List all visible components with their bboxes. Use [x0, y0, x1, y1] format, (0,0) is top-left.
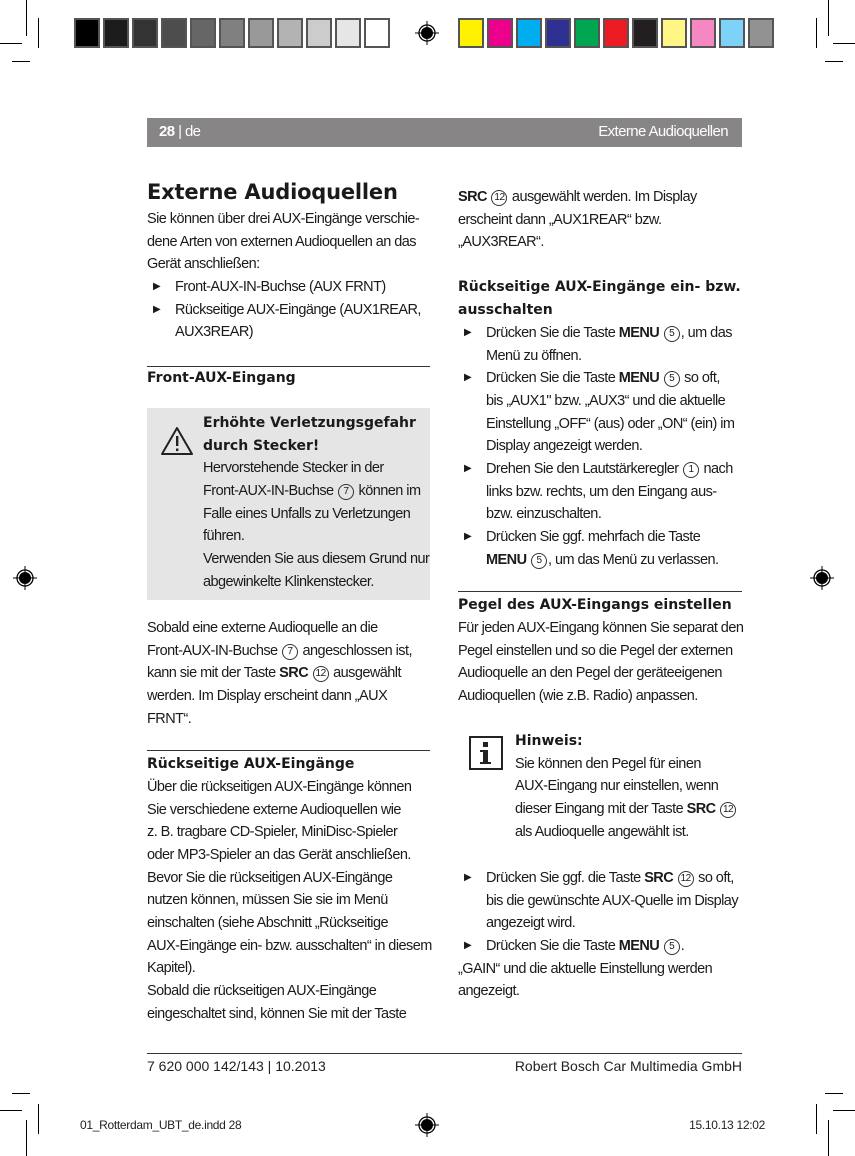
- key-label: MENU: [618, 370, 660, 387]
- color-swatch: [603, 18, 629, 48]
- text-line: z. B. tragbare CD-Spieler, MiniDisc-Spieler: [147, 824, 398, 841]
- warning-text: [203, 412, 433, 593]
- key-label: MENU: [486, 551, 527, 568]
- crop-mark: [825, 1093, 843, 1094]
- text-line: eingeschaltet sind, können Sie mit der Taste: [147, 1005, 407, 1022]
- color-swatch: [190, 18, 216, 48]
- color-swatch: [574, 18, 600, 48]
- section-heading-rear-aux: Rückseitige AUX-Eingänge: [147, 756, 355, 772]
- bullet-triangle-icon: ▶: [464, 372, 472, 384]
- bullet-triangle-icon: ▶: [464, 872, 472, 883]
- callout-number: 7: [338, 484, 354, 500]
- text-line: Für jeden AUX-Eingang können Sie separat den: [458, 620, 744, 636]
- text-line: Sobald eine externe Audioquelle an die: [147, 620, 378, 636]
- text-line: erscheint dann „AUX1REAR“ bzw.: [458, 211, 662, 228]
- text-line: links bzw. rechts, um den Eingang aus-: [486, 483, 717, 500]
- text-line: FRNT“.: [147, 710, 192, 727]
- color-swatch: [748, 18, 774, 48]
- box-heading: durch Stecker!: [203, 437, 320, 454]
- color-swatch: [632, 18, 658, 48]
- bullet-item: ▶ Drücken Sie die Taste MENU 5 , um das: [458, 322, 748, 345]
- box-heading: Hinweis:: [515, 733, 583, 749]
- footer-divider: [147, 1053, 742, 1054]
- color-swatch: [661, 18, 687, 48]
- text-line: „GAIN“ und die aktuelle Einstellung werden: [458, 960, 713, 977]
- toggle-steps-list: [458, 322, 748, 571]
- registration-mark-icon: [13, 566, 37, 590]
- key-label: SRC: [644, 870, 674, 886]
- text-line: Front-AUX-IN-Buchse 7 angeschlossen ist,: [147, 642, 412, 659]
- text-line: Über die rückseitigen AUX-Eingänge können: [147, 779, 412, 795]
- color-swatch: [335, 18, 361, 48]
- color-swatch: [74, 18, 100, 48]
- text-line: werden. Im Display erscheint dann „AUX: [147, 687, 388, 704]
- color-swatch: [690, 18, 716, 48]
- note-text: [515, 730, 745, 843]
- bullet-triangle-icon: ▶: [464, 939, 472, 951]
- warning-triangle-icon: [160, 426, 194, 456]
- text-line: Sie können über drei AUX-Eingänge verschie-: [147, 211, 420, 227]
- text-line: Falle eines Unfalls zu Verletzungen: [203, 505, 411, 522]
- level-paragraph: [458, 617, 748, 708]
- continued-paragraph: [458, 186, 748, 254]
- text-line: MENU 5 , um das Menü zu verlassen.: [486, 551, 719, 568]
- registration-mark-icon: [810, 566, 834, 590]
- divider: [458, 591, 742, 592]
- company-name: Robert Bosch Car Multimedia GmbH: [514, 1058, 742, 1074]
- text-line: Audioquellen (wie z.B. Radio) anpassen.: [458, 687, 698, 704]
- box-heading: Erhöhte Verletzungsgefahr: [203, 415, 416, 431]
- callout-number: 12: [491, 190, 507, 206]
- text-line: „AUX3REAR“.: [458, 234, 544, 251]
- crop-mark: [828, 1120, 829, 1156]
- bullet-triangle-icon: ▶: [153, 280, 161, 292]
- bullet-item: ▶ Drücken Sie ggf. mehrfach die Taste: [458, 526, 748, 549]
- color-swatch: [132, 18, 158, 48]
- callout-number: 5: [664, 371, 680, 387]
- color-swatch: [545, 18, 571, 48]
- crop-mark: [26, 1120, 27, 1156]
- text-line: Audioquelle an den Pegel der geräteeigenen: [458, 665, 722, 682]
- document-number: 7 620 000 142/143 | 10.2013: [147, 1058, 326, 1074]
- crop-mark: [38, 1104, 39, 1134]
- divider: [147, 750, 430, 751]
- color-swatch: [458, 18, 484, 48]
- callout-number: 7: [282, 644, 298, 660]
- section-heading-toggle: [458, 276, 741, 321]
- text-line: nutzen können, müssen Sie sie im Menü: [147, 892, 388, 909]
- text-line: Menü zu öffnen.: [486, 347, 582, 364]
- color-swatch: [161, 18, 187, 48]
- key-label: SRC: [279, 665, 309, 682]
- crop-mark: [26, 0, 27, 36]
- section-heading-front-aux: Front-AUX-Eingang: [147, 370, 296, 386]
- bullet-triangle-icon: ▶: [464, 530, 472, 542]
- callout-number: 12: [720, 802, 736, 818]
- page-number-line: [159, 123, 200, 140]
- text-line: angezeigt.: [458, 983, 520, 1000]
- text-line: Kapitel).: [147, 960, 196, 977]
- text-line: bzw. einzuschalten.: [486, 506, 602, 523]
- text-line: Gerät anschließen:: [147, 256, 260, 273]
- bullet-item: ▶ Drücken Sie die Taste MENU 5 so oft,: [458, 367, 748, 390]
- bullet-item: ▶ Drücken Sie ggf. die Taste SRC 12 so oft,: [458, 867, 748, 890]
- callout-number: 5: [664, 939, 680, 955]
- key-label: SRC: [686, 800, 716, 817]
- bullet-triangle-icon: ▶: [464, 327, 472, 338]
- text-line: kann sie mit der Taste SRC 12 ausgewählt: [147, 665, 401, 682]
- text-line: Hervorstehende Stecker in der: [203, 460, 384, 477]
- text-line: AUX3REAR): [175, 324, 254, 341]
- key-label: MENU: [618, 937, 660, 954]
- key-label: SRC: [458, 189, 487, 205]
- front-aux-paragraph: [147, 617, 437, 730]
- crop-mark: [833, 1110, 855, 1111]
- color-swatch: [219, 18, 245, 48]
- text-line: Sobald die rückseitigen AUX-Eingänge: [147, 982, 377, 999]
- color-swatch: [103, 18, 129, 48]
- text-line: abgewinkelte Klinkenstecker.: [203, 573, 374, 590]
- slug-datetime: 15.10.13 12:02: [689, 1118, 765, 1132]
- crop-mark: [0, 1110, 22, 1111]
- text-line: Bevor Sie die rückseitigen AUX-Eingänge: [147, 869, 393, 886]
- text-line: dene Arten von externen Audioquellen an das: [147, 233, 416, 250]
- crop-mark: [828, 0, 829, 36]
- color-swatch: [364, 18, 390, 48]
- text-line: angezeigt wird.: [486, 915, 576, 932]
- bullet-triangle-icon: ▶: [153, 303, 161, 315]
- bullet-triangle-icon: ▶: [464, 462, 472, 474]
- text-line: Display angezeigt werden.: [486, 438, 643, 455]
- text-line: Verwenden Sie aus diesem Grund nur: [203, 550, 430, 567]
- text-line: einschalten (siehe Abschnitt „Rückseitige: [147, 914, 389, 931]
- level-steps-list: [458, 867, 748, 1003]
- info-icon: [468, 735, 504, 771]
- page-number: 28: [159, 123, 175, 140]
- color-swatch: [277, 18, 303, 48]
- text-line: führen.: [203, 528, 245, 545]
- text-line: als Audioquelle angewählt ist.: [515, 823, 689, 840]
- crop-mark: [12, 1093, 30, 1094]
- language-code: | de: [178, 123, 201, 140]
- text-line: oder MP3-Spieler an das Gerät anschließen.: [147, 846, 411, 863]
- callout-number: 12: [678, 871, 694, 887]
- crop-mark: [816, 1104, 817, 1134]
- color-swatch: [248, 18, 274, 48]
- bullet-item: ▶ Drücken Sie die Taste MENU 5 .: [458, 935, 748, 958]
- heading-line: ausschalten: [458, 301, 553, 318]
- text-line: dieser Eingang mit der Taste SRC 12: [515, 798, 745, 821]
- intro-paragraph: [147, 208, 437, 344]
- callout-number: 5: [664, 326, 680, 342]
- page-title: Externe Audioquellen: [147, 180, 398, 204]
- registration-mark-icon: [415, 1113, 439, 1137]
- rear-aux-paragraph: [147, 776, 437, 1025]
- crop-mark: [825, 61, 843, 62]
- slug-filename: 01_Rotterdam_UBT_de.indd 28: [80, 1118, 242, 1132]
- crop-mark: [833, 43, 855, 44]
- text-line: SRC 12 ausgewählt werden. Im Display: [458, 189, 697, 205]
- text-line: bis die gewünschte AUX-Quelle im Display: [486, 892, 739, 909]
- bullet-item: ▶ Front-AUX-IN-Buchse (AUX FRNT): [147, 276, 437, 299]
- registration-mark-icon: [415, 21, 439, 45]
- crop-mark: [0, 43, 22, 44]
- color-swatch: [487, 18, 513, 48]
- text-line: Pegel einstellen und so die Pegel der externen: [458, 642, 733, 659]
- crop-mark: [12, 61, 30, 62]
- callout-number: 12: [313, 666, 329, 682]
- text-line: AUX-Eingänge ein- bzw. ausschalten“ in diesem: [147, 937, 432, 954]
- callout-number: 1: [683, 462, 699, 478]
- color-swatch: [719, 18, 745, 48]
- section-title: Externe Audioquellen: [598, 123, 728, 140]
- heading-line: Rückseitige AUX-Eingänge ein- bzw.: [458, 279, 741, 295]
- color-swatch: [306, 18, 332, 48]
- text-line: Sie verschiedene externe Audioquellen wie: [147, 801, 401, 818]
- text-line: Front-AUX-IN-Buchse 7 können im: [203, 482, 421, 499]
- bullet-item: ▶ Drehen Sie den Lautstärkeregler 1 nach: [458, 458, 748, 481]
- text-line: Einstellung „OFF“ (aus) oder „ON“ (ein) im: [486, 415, 735, 432]
- page-header-bar: [147, 118, 742, 147]
- text-line: bis „AUX1" bzw. „AUX3“ und die aktuelle: [486, 392, 726, 409]
- crop-mark: [38, 18, 39, 48]
- text-line: Sie können den Pegel für einen: [515, 755, 701, 772]
- text-line: AUX-Eingang nur einstellen, wenn: [515, 778, 719, 795]
- color-swatch: [516, 18, 542, 48]
- callout-number: 5: [531, 553, 547, 569]
- section-heading-level: Pegel des AUX-Eingangs einstellen: [458, 597, 732, 613]
- key-label: MENU: [618, 325, 660, 341]
- bullet-item: ▶ Rückseitige AUX-Eingänge (AUX1REAR,: [147, 299, 437, 322]
- crop-mark: [816, 18, 817, 48]
